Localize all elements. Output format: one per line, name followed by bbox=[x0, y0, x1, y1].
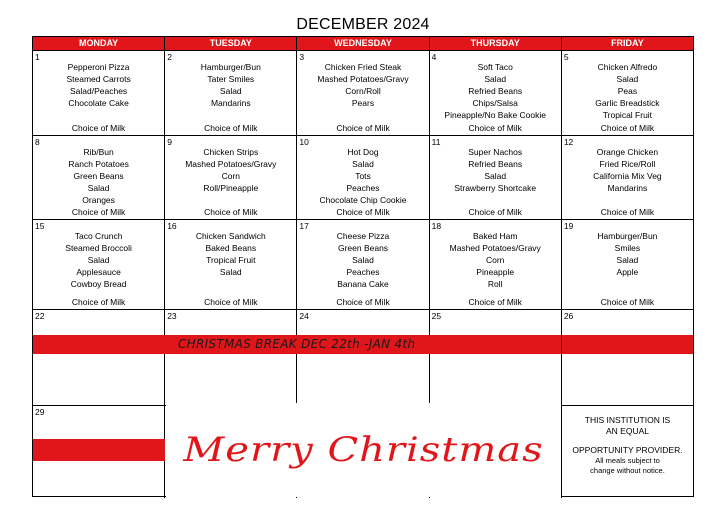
menu-items bbox=[165, 230, 296, 278]
menu-item: Cowboy Bread bbox=[70, 279, 127, 289]
menu-item: Salad bbox=[87, 255, 110, 265]
menu-item: Pineapple/No Bake Cookie bbox=[444, 110, 546, 120]
menu-item: Chicken Alfredo bbox=[597, 62, 658, 72]
choice-of-milk: Choice of Milk bbox=[600, 297, 655, 307]
menu-item: Banana Cake bbox=[337, 279, 389, 289]
menu-item: Roll/Pineapple bbox=[203, 183, 259, 193]
day-cell bbox=[165, 136, 297, 219]
menu-item: Steamed Broccoli bbox=[65, 243, 132, 253]
menu-item: Salad bbox=[87, 183, 110, 193]
day-number: 1 bbox=[35, 52, 40, 62]
menu-item: Soft Taco bbox=[477, 62, 513, 72]
day-cell bbox=[430, 51, 562, 135]
menu-item: Salad bbox=[484, 171, 507, 181]
calendar-grid bbox=[32, 36, 694, 497]
menu-item: Ranch Potatoes bbox=[68, 159, 129, 169]
day-number: 3 bbox=[299, 52, 305, 62]
menu-item: Baked Ham bbox=[473, 231, 518, 241]
menu-items bbox=[33, 61, 164, 109]
day-cell bbox=[165, 220, 297, 309]
day-number: 22 bbox=[35, 311, 45, 321]
menu-item: Tropical Fruit bbox=[206, 255, 256, 265]
choice-of-milk: Choice of Milk bbox=[204, 297, 258, 307]
menu-item: Mandarins bbox=[607, 183, 648, 193]
day-number: 24 bbox=[299, 311, 309, 321]
menu-item: Chicken Sandwich bbox=[195, 231, 266, 241]
menu-item: Hamburger/Bun bbox=[597, 231, 658, 241]
day-cell bbox=[430, 310, 562, 405]
header-tuesday: TUESDAY bbox=[165, 37, 297, 50]
menu-item: Green Beans bbox=[73, 171, 124, 181]
day-cell bbox=[430, 220, 562, 309]
menu-item: Strawberry Shortcake bbox=[454, 183, 537, 193]
menu-items bbox=[297, 230, 428, 290]
day-number: 4 bbox=[431, 52, 437, 62]
menu-item: California Mix Veg bbox=[593, 171, 662, 181]
menu-item: Pepperoni Pizza bbox=[67, 62, 130, 72]
menu-items bbox=[430, 61, 561, 121]
menu-item: Mashed Potatoes/Gravy bbox=[449, 243, 541, 253]
menu-item: Applesauce bbox=[76, 267, 121, 277]
day-cell bbox=[297, 51, 429, 135]
menu-item: Rib/Bun bbox=[83, 147, 114, 157]
day-cell bbox=[33, 51, 165, 135]
menu-item: Chicken Strips bbox=[203, 147, 259, 157]
day-number: 25 bbox=[431, 311, 442, 321]
menu-items bbox=[430, 146, 561, 194]
menu-item: Smiles bbox=[614, 243, 641, 253]
menu-item: Corn bbox=[485, 255, 505, 265]
week-row-1 bbox=[33, 50, 693, 135]
choice-of-milk: Choice of Milk bbox=[71, 297, 126, 307]
menu-item: Orange Chicken bbox=[596, 147, 659, 157]
weekday-header bbox=[33, 37, 693, 50]
menu-item: Hot Dog bbox=[347, 147, 379, 157]
menu-item: Tater Smiles bbox=[207, 74, 255, 84]
menu-item: Mandarins bbox=[210, 98, 251, 108]
divider bbox=[561, 335, 562, 354]
menu-item: Taco Crunch bbox=[74, 231, 123, 241]
day-number: 18 bbox=[431, 221, 442, 231]
menu-item: Oranges bbox=[82, 195, 115, 205]
menu-item: Mashed Potatoes/Gravy bbox=[317, 74, 409, 84]
notice-line: OPPORTUNITY PROVIDER. bbox=[572, 445, 683, 455]
header-monday: MONDAY bbox=[33, 37, 165, 50]
red-bar bbox=[33, 439, 165, 461]
menu-item: Salad bbox=[352, 159, 374, 169]
choice-of-milk: Choice of Milk bbox=[468, 123, 522, 133]
menu-item: Corn bbox=[221, 171, 241, 181]
notice-line: AN EQUAL bbox=[606, 426, 649, 436]
menu-item: Refried Beans bbox=[468, 159, 523, 169]
menu-item: Chocolate Cake bbox=[68, 98, 129, 108]
menu-item: Super Nachos bbox=[468, 147, 523, 157]
choice-of-milk: Choice of Milk bbox=[468, 207, 522, 217]
day-number: 10 bbox=[299, 137, 309, 147]
day-cell bbox=[297, 220, 429, 309]
menu-item: Pears bbox=[351, 98, 375, 108]
day-cell bbox=[562, 310, 693, 405]
menu-item: Salad/Peaches bbox=[70, 86, 128, 96]
menu-item: Fried Rice/Roll bbox=[599, 159, 656, 169]
menu-item: Garlic Breadstick bbox=[595, 98, 660, 108]
week-row-4 bbox=[33, 309, 693, 405]
day-number: 9 bbox=[167, 137, 172, 147]
day-number: 26 bbox=[563, 311, 574, 321]
menu-item: Tropical Fruit bbox=[602, 110, 653, 120]
day-cell bbox=[562, 51, 693, 135]
menu-item: Peas bbox=[617, 86, 638, 96]
menu-item: Peaches bbox=[346, 267, 380, 277]
day-number: 19 bbox=[563, 221, 574, 231]
header-thursday: THURSDAY bbox=[430, 37, 562, 50]
menu-item: Roll bbox=[487, 279, 503, 289]
menu-item: Salad bbox=[219, 86, 242, 96]
menu-items bbox=[165, 146, 296, 194]
notice-line: change without notice. bbox=[590, 465, 665, 475]
day-cell bbox=[562, 136, 693, 219]
menu-item: Hamburger/Bun bbox=[200, 62, 261, 72]
menu-items bbox=[33, 146, 164, 206]
choice-of-milk: Choice of Milk bbox=[71, 123, 126, 133]
day-cell bbox=[33, 310, 165, 405]
merry-christmas-text: Merry Christmas bbox=[183, 430, 544, 470]
menu-item: Chocolate Chip Cookie bbox=[319, 195, 407, 205]
day-number: 16 bbox=[167, 221, 177, 231]
day-cell bbox=[33, 220, 165, 309]
menu-item: Salad bbox=[219, 267, 242, 277]
week-row-2 bbox=[33, 135, 693, 219]
menu-item: Chicken Fried Steak bbox=[324, 62, 402, 72]
menu-items bbox=[562, 146, 693, 194]
day-number: 2 bbox=[167, 52, 172, 62]
day-cell bbox=[165, 51, 297, 135]
menu-item: Cheese Pizza bbox=[336, 231, 390, 241]
header-wednesday: WEDNESDAY bbox=[297, 37, 429, 50]
day-number: 29 bbox=[35, 407, 45, 417]
menu-items bbox=[430, 230, 561, 290]
calendar-title: DECEMBER 2024 bbox=[296, 16, 430, 33]
merry-christmas-banner bbox=[166, 403, 561, 497]
day-number: 8 bbox=[35, 137, 40, 147]
day-cell bbox=[562, 220, 693, 309]
notice-line: All meals subject to bbox=[595, 456, 660, 465]
menu-item: Steamed Carrots bbox=[66, 74, 131, 84]
day-number: 5 bbox=[563, 52, 569, 62]
choice-of-milk: Choice of Milk bbox=[600, 207, 655, 217]
choice-of-milk: Choice of Milk bbox=[468, 297, 522, 307]
choice-of-milk: Choice of Milk bbox=[204, 123, 258, 133]
choice-of-milk: Choice of Milk bbox=[71, 207, 126, 217]
menu-item: Peaches bbox=[346, 183, 380, 193]
menu-item: Green Beans bbox=[337, 243, 389, 253]
menu-item: Tots bbox=[355, 171, 371, 181]
week-row-3 bbox=[33, 219, 693, 309]
menu-items bbox=[297, 146, 428, 206]
menu-item: Baked Beans bbox=[205, 243, 257, 253]
day-cell bbox=[297, 136, 429, 219]
menu-item: Corn/Roll bbox=[345, 86, 381, 96]
day-number: 23 bbox=[167, 311, 177, 321]
menu-item: Pineapple bbox=[476, 267, 515, 277]
day-number: 17 bbox=[299, 221, 309, 231]
menu-item: Refried Beans bbox=[468, 86, 523, 96]
choice-of-milk: Choice of Milk bbox=[600, 123, 655, 133]
choice-of-milk: Choice of Milk bbox=[204, 207, 258, 217]
day-number: 11 bbox=[431, 137, 441, 147]
menu-items bbox=[562, 230, 693, 278]
menu-item: Mashed Potatoes/Gravy bbox=[185, 159, 277, 169]
menu-item: Chips/Salsa bbox=[472, 98, 518, 108]
menu-item: Salad bbox=[616, 255, 639, 265]
equal-opportunity-notice bbox=[562, 415, 693, 475]
header-friday: FRIDAY bbox=[611, 38, 644, 48]
christmas-break-text: CHRISTMAS BREAK DEC 22th -JAN 4th bbox=[178, 337, 416, 351]
menu-item: Salad bbox=[352, 255, 374, 265]
menu-items bbox=[562, 61, 693, 121]
choice-of-milk: Choice of Milk bbox=[336, 123, 390, 133]
menu-items bbox=[33, 230, 164, 290]
menu-item: Apple bbox=[616, 267, 639, 277]
day-cell bbox=[430, 136, 562, 219]
menu-item: Salad bbox=[616, 74, 639, 84]
menu-item: Salad bbox=[484, 74, 507, 84]
day-number: 15 bbox=[35, 221, 45, 231]
day-cell bbox=[33, 136, 165, 219]
menu-items bbox=[297, 61, 428, 109]
notice-line: THIS INSTITUTION IS bbox=[584, 415, 671, 425]
day-number: 12 bbox=[563, 137, 574, 147]
day-cell bbox=[165, 310, 297, 405]
menu-items bbox=[165, 61, 296, 109]
choice-of-milk: Choice of Milk bbox=[336, 297, 390, 307]
day-cell bbox=[297, 310, 429, 405]
choice-of-milk: Choice of Milk bbox=[336, 207, 390, 217]
